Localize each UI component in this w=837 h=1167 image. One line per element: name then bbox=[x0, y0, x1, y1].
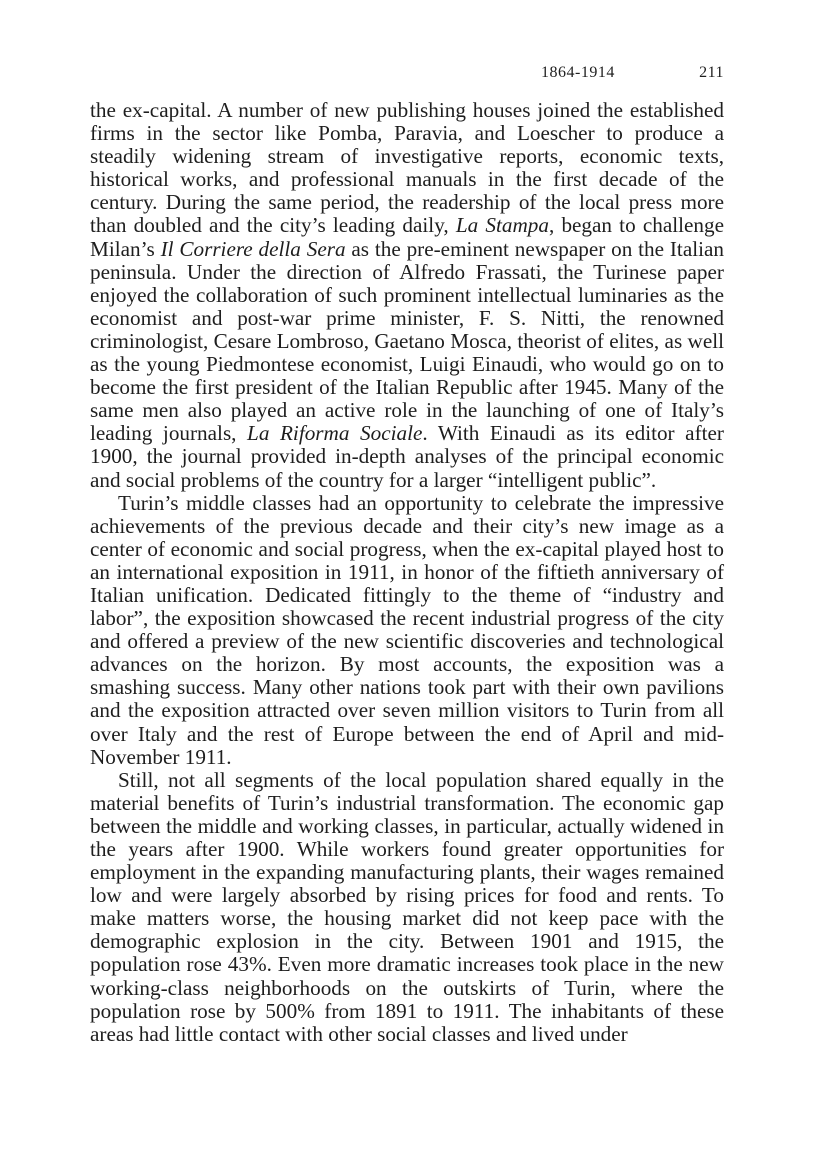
newspaper-title: Il Corriere della Sera bbox=[160, 236, 346, 261]
newspaper-title: La Stampa bbox=[455, 213, 549, 238]
text-segment: . With Einaudi as its editor after 1900, the journal provided in-depth analyses of the principal economic and social problems of the country for a larger “intelligent public”. bbox=[90, 421, 724, 492]
body-text bbox=[90, 99, 724, 1046]
text-segment: Still, not all segments of the local population shared equally in the material benefits of Turin’s industrial transformation. The economic gap between the middle and working classes, in particular, actually widened in the years after 1900. While workers found greater opportunities for employment in the expanding manufacturing plants, their wages remained low and were largely absorbed by rising prices for food and rents. To make matters worse, the housing market did not keep pace with the demographic explosion in the city. Between 1901 and 1915, the population rose 43%. Even more dramatic increases took place in the new working-class neighborhoods on the outskirts of Turin, where the population rose by 500% from 1891 to 1911. The inhabitants of these areas had little contact with other social classes and lived under bbox=[90, 767, 724, 1046]
paragraph bbox=[90, 769, 724, 1046]
running-head-title: 1864-1914 bbox=[541, 64, 615, 81]
page-number: 211 bbox=[699, 64, 724, 81]
paragraph bbox=[90, 492, 724, 769]
journal-title: La Riforma Sociale bbox=[247, 421, 423, 446]
text-segment: as the pre-eminent newspaper on the Italian peninsula. Under the direction of Alfredo Frassati, the Turinese paper enjoyed the collaboration of such prominent intellectual luminaries as the economist and post-war prime minister, F. S. Nitti, the renowned criminologist, Cesare Lombroso, Gaetano Mosca, theorist of elites, as well as the young Piedmontese economist, Luigi Einaudi, who would go on to become the first president of the Italian Republic after 1945. Many of the same men also played an active role in the launching of one of Italy’s leading journals, bbox=[90, 236, 724, 446]
paragraph bbox=[90, 99, 724, 492]
text-segment: the ex-capital. A number of new publishing houses joined the established firms in the sector like Pomba, Paravia, and Loescher to produce a steadily widening stream of investigative reports, economic texts, historical works, and professional manuals in the first decade of the century. During the same period, the readership of the local press more than doubled and the city’s leading daily, bbox=[90, 98, 724, 238]
running-head bbox=[90, 64, 724, 88]
text-segment: , began to challenge Milan’s bbox=[90, 213, 724, 261]
text-segment: Turin’s middle classes had an opportunity to celebrate the impressive achievements of the previous decade and their city’s new image as a center of economic and social progress, when the ex-capital played host to an international exposition in 1911, in honor of the fiftieth anniversary of Italian unification. Dedicated fittingly to the theme of “industry and labor”, the exposition showcased the recent industrial progress of the city and offered a preview of the new scientific discoveries and technological advances on the horizon. By most accounts, the exposition was a smashing success. Many other nations took part with their own pavilions and the exposition attracted over seven million visitors to Turin from all over Italy and the rest of Europe between the end of April and mid-November 1911. bbox=[90, 490, 724, 769]
